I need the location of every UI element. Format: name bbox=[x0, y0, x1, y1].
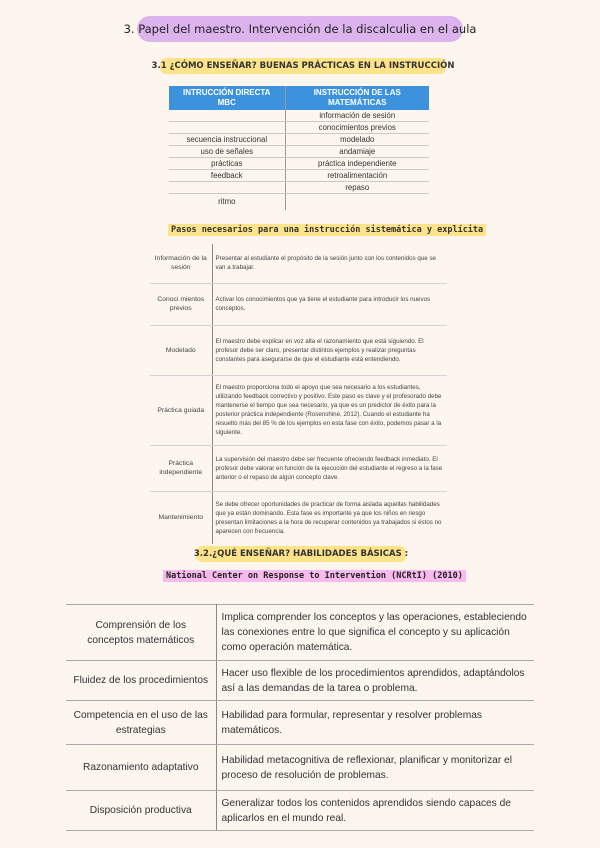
table-row bbox=[66, 661, 534, 701]
table1-header-math: INSTRUCCIÓN DE LAS MATEMÁTICAS bbox=[285, 86, 429, 110]
table-cell: retroalimentación bbox=[285, 170, 429, 182]
table-cell: feedback bbox=[169, 170, 285, 182]
step-description: El maestro debe explicar en voz alta el razonamiento que está siguiendo. El profesor debe ser claro, presentar distintos ejemplos y realizar preguntas constantes para asegurarse de que el estudiante está entendiendo. bbox=[212, 325, 447, 375]
table-cell: andamiaje bbox=[285, 146, 429, 158]
table-row bbox=[169, 170, 429, 182]
skill-label: Razonamiento adaptativo bbox=[66, 745, 216, 791]
table-row bbox=[150, 244, 447, 283]
step-label: Información de la sesión bbox=[150, 244, 212, 283]
page-title: 3. Papel del maestro. Intervención de la discalculia en el aula bbox=[137, 16, 463, 42]
basic-skills-table bbox=[66, 604, 534, 831]
table-row bbox=[66, 701, 534, 745]
instruction-comparison-table bbox=[169, 86, 429, 210]
table-row bbox=[66, 791, 534, 831]
table-row bbox=[150, 325, 447, 375]
step-description: El maestro proporciona todo el apoyo que sea necesario a los estudiantes, utilizando feedback correctivo y positivo. Este paso es clave y el profesorado debe mantenerse el tiempo que sea necesario, ya que es un predictor de éxito para la posterior práctica independiente (Rosenshine, 2012). Cuando el estudiante ha resuelto más del 85 % de los ejemplos en esta fase con éxito, podemos pasar a la siguiente. bbox=[212, 375, 447, 445]
table-cell: información de sesión bbox=[285, 110, 429, 122]
table-row bbox=[150, 491, 447, 544]
table-row bbox=[150, 375, 447, 445]
table-cell bbox=[169, 110, 285, 122]
table-row bbox=[66, 745, 534, 791]
table-cell: secuencia instruccional bbox=[169, 134, 285, 146]
skill-label: Competencia en el uso de las estrategias bbox=[66, 701, 216, 745]
table-cell: prácticas bbox=[169, 158, 285, 170]
table-cell: modelado bbox=[285, 134, 429, 146]
table-cell bbox=[169, 122, 285, 134]
section1-subheading: Pasos necesarios para una instrucción sistemática y explícita bbox=[168, 224, 486, 236]
table-cell: práctica independiente bbox=[285, 158, 429, 170]
table-row bbox=[169, 182, 429, 194]
table-row bbox=[169, 122, 429, 134]
section2-subheading: National Center on Response to Intervention (NCRtI) (2010) bbox=[163, 570, 466, 582]
skill-label: Comprensión de los conceptos matemáticos bbox=[66, 605, 216, 661]
section2-heading: 3.2.¿QUÉ ENSEÑAR? HABILIDADES BÁSICAS : bbox=[196, 546, 406, 562]
table-cell bbox=[285, 194, 429, 210]
step-description: La supervisión del maestro debe ser frecuente ofreciendo feedback inmediato. El profesor debe valorar en función de la ejecución del estudiante el regreso a la fase anterior o el repaso de algún concepto clave. bbox=[212, 445, 447, 491]
step-label: Mantenimiento bbox=[150, 491, 212, 544]
step-description: Activar los conocimientos que ya tiene el estudiante para introducir los nuevos conceptos. bbox=[212, 283, 447, 325]
table-row bbox=[169, 158, 429, 170]
skill-description: Hacer uso flexible de los procedimientos aprendidos, adaptándolos así a las demandas de la tarea o problema. bbox=[216, 661, 534, 701]
table-cell: repaso bbox=[285, 182, 429, 194]
step-description: Presentar al estudiante el propósito de la sesión junto con los contenidos que se van a trabajar. bbox=[212, 244, 447, 283]
step-label: Conoci mientos previos bbox=[150, 283, 212, 325]
table-row bbox=[150, 445, 447, 491]
table-row bbox=[169, 134, 429, 146]
table-row bbox=[169, 146, 429, 158]
step-label: Práctica independiente bbox=[150, 445, 212, 491]
table-row bbox=[169, 194, 429, 210]
instruction-steps-table bbox=[150, 244, 447, 544]
section1-heading: 3.1 ¿CÓMO ENSEÑAR? BUENAS PRÁCTICAS EN LA INSTRUCCIÓN bbox=[160, 58, 446, 74]
skill-label: Disposición productiva bbox=[66, 791, 216, 831]
table-cell: conocimientos previos bbox=[285, 122, 429, 134]
skill-label: Fluidez de los procedimientos bbox=[66, 661, 216, 701]
table-cell: uso de señales bbox=[169, 146, 285, 158]
step-label: Práctica guiada bbox=[150, 375, 212, 445]
table1-header-mbc: INTRUCCIÓN DIRECTA MBC bbox=[169, 86, 285, 110]
table-row bbox=[169, 110, 429, 122]
step-description: Se debe ofrecer oportunidades de practicar de forma aislada aquellas habilidades que ya están dominando. Esta fase es importante ya que los niños en riesgo presentan limitaciones a la hora de recuperar contenidos ya trabajados si éstos no aparecen con frecuencia. bbox=[215, 500, 442, 535]
skill-description: Generalizar todos los contenidos aprendidos siendo capaces de aplicarlos en el mundo real. bbox=[216, 791, 534, 831]
skill-description: Habilidad para formular, representar y resolver problemas matemáticos. bbox=[216, 701, 534, 745]
table-cell: ritmo bbox=[169, 194, 285, 210]
table-row bbox=[150, 283, 447, 325]
skill-description: Habilidad metacognitiva de reflexionar, planificar y monitorizar el proceso de resolución de problemas. bbox=[216, 745, 534, 791]
skill-description: Implica comprender los conceptos y las operaciones, estableciendo las conexiones entre lo que significa el concepto y su aplicación como operación matemática. bbox=[216, 605, 534, 661]
table-row bbox=[66, 605, 534, 661]
step-label: Modelado bbox=[150, 325, 212, 375]
table-cell bbox=[169, 182, 285, 194]
